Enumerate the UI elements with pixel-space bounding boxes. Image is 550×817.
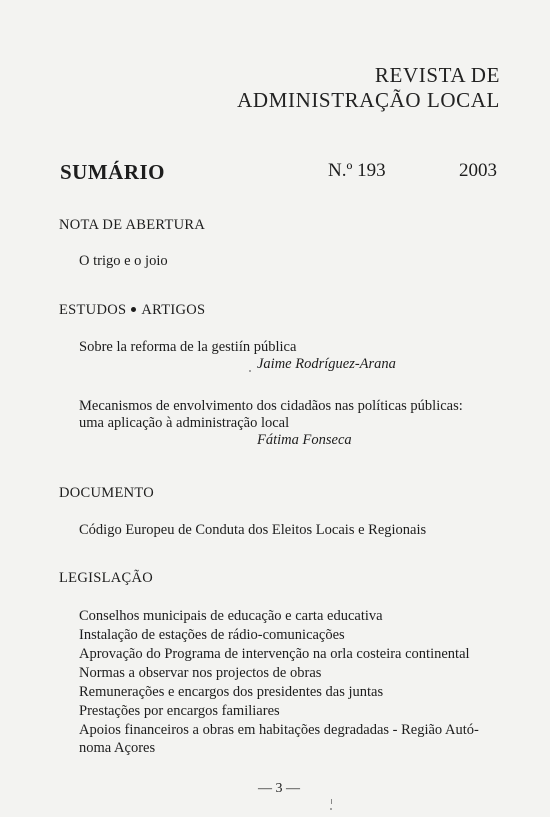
journal-title-line-1: REVISTA DE: [374, 63, 500, 87]
toc-entry-legislacao: Apoios financeiros a obras em habitações degradadas - Região Autó-: [79, 722, 479, 738]
section-heading-estudos: ESTUDOS: [59, 302, 127, 318]
section-heading-nota-de-abertura: NOTA DE ABERTURA: [59, 217, 206, 233]
toc-entry-legislacao: Conselhos municipais de educação e carta educativa: [79, 608, 383, 624]
scan-speck: [331, 799, 332, 804]
toc-entry-legislacao: Aprovação do Programa de intervenção na orla costeira continental: [79, 646, 470, 662]
section-heading-artigos: ARTIGOS: [141, 302, 206, 318]
scan-speck: [249, 370, 251, 372]
toc-entry-legislacao: Instalação de estações de rádio-comunicações: [79, 627, 345, 643]
scan-speck: [330, 808, 332, 810]
toc-entry-legislacao-continued: noma Açores: [79, 740, 156, 756]
article-author: Fátima Fonseca: [257, 432, 352, 448]
table-of-contents-heading: SUMÁRIO: [60, 160, 166, 184]
toc-entry-legislacao: Prestações por encargos familiares: [79, 703, 280, 719]
section-heading-legislacao: LEGISLAÇÃO: [59, 570, 154, 586]
section-heading-estudos-artigos: [59, 302, 205, 319]
article-title-continued: uma aplicação à administração local: [79, 415, 290, 431]
article-author: Jaime Rodríguez-Arana: [257, 356, 396, 372]
bullet-separator-icon: [131, 307, 136, 312]
toc-entry-legislacao: Normas a observar nos projectos de obras: [79, 665, 322, 681]
issue-number: N.º 193: [328, 160, 386, 181]
toc-entry-documento: Código Europeu de Conduta dos Eleitos Locais e Regionais: [79, 522, 427, 538]
issue-year: 2003: [459, 160, 497, 181]
section-heading-documento: DOCUMENTO: [59, 485, 155, 501]
article-title: Mecanismos de envolvimento dos cidadãos nas políticas públicas:: [79, 398, 463, 414]
journal-title-line-2: ADMINISTRAÇÃO LOCAL: [237, 88, 500, 112]
toc-entry-legislacao: Remunerações e encargos dos presidentes das juntas: [79, 684, 384, 700]
toc-entry-nota: O trigo e o joio: [79, 253, 168, 269]
article-title: Sobre la reforma de la gestiín pública: [79, 339, 297, 355]
page-number: — 3 —: [258, 781, 300, 796]
